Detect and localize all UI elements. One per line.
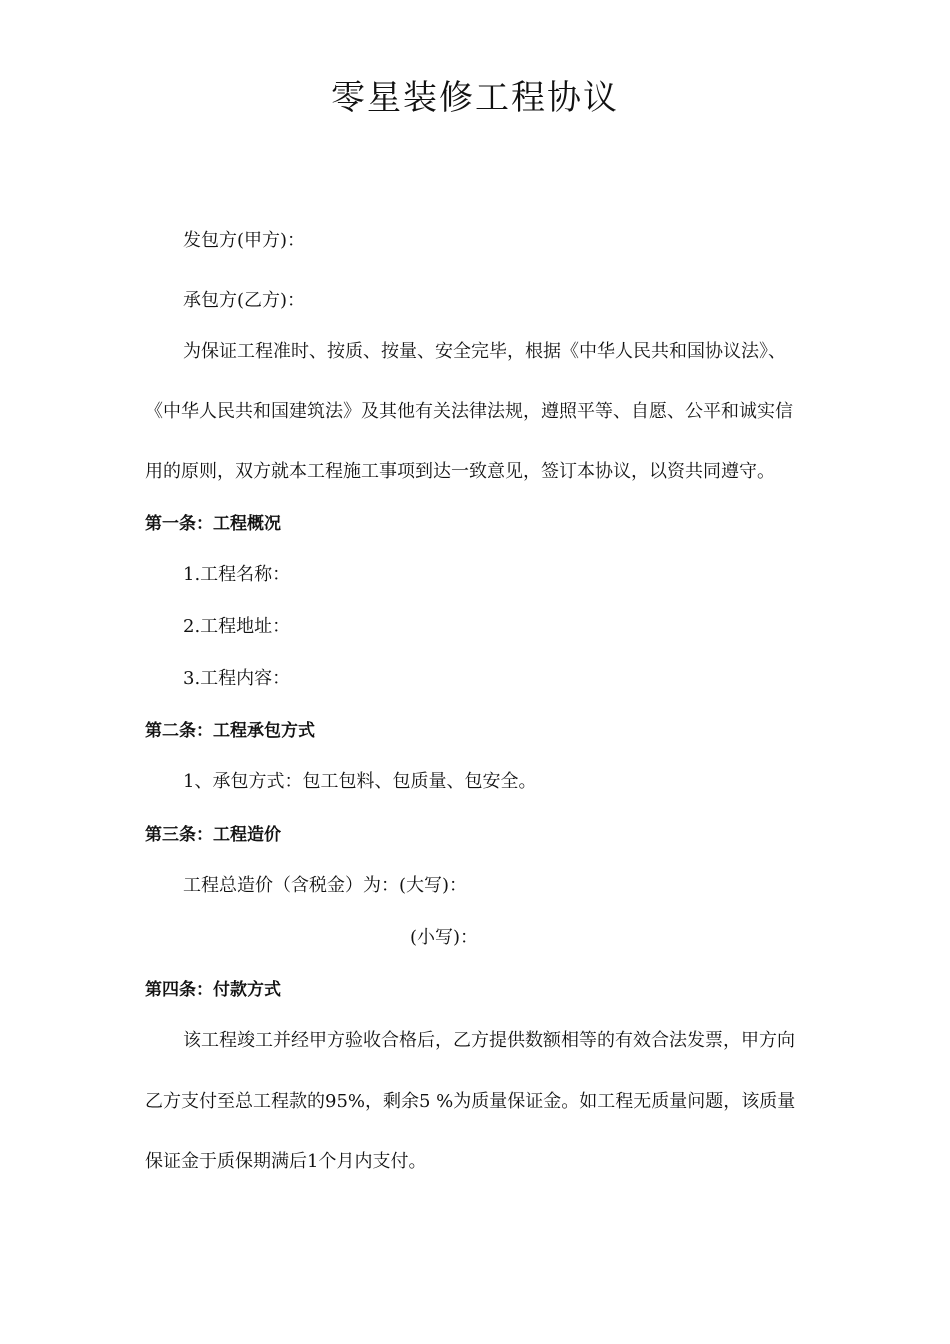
article1-item: 1.工程名称： [183, 564, 291, 585]
document-title: 零星装修工程协议 [331, 78, 619, 118]
preamble-line: 《中华人民共和国建筑法》及其他有关法律法规，遵照平等、自愿、公平和诚实信 [145, 401, 793, 422]
preamble-line: 为保证工程准时、按质、按量、安全完毕，根据《中华人民共和国协议法》、 [183, 341, 786, 362]
article4-heading: 第四条：付款方式 [145, 980, 281, 1000]
article3-heading: 第三条：工程造价 [145, 825, 281, 845]
article1-item: 3.工程内容： [183, 668, 291, 689]
article4-line: 乙方支付至总工程款的95%，剩余5 %为质量保证金。如工程无质量问题，该质量 [145, 1091, 796, 1112]
price-upper-label: 工程总造价（含税金）为：(大写)： [183, 875, 468, 896]
article4-line: 保证金于质保期满后1个月内支付。 [145, 1151, 427, 1172]
party-b-label: 承包方(乙方)： [183, 290, 306, 311]
party-a-label: 发包方(甲方)： [183, 230, 306, 251]
price-lower-label: (小写)： [410, 927, 479, 948]
article2-item: 1、承包方式：包工包料、包质量、包安全。 [183, 771, 537, 792]
article1-item: 2.工程地址： [183, 616, 291, 637]
article4-line: 该工程竣工并经甲方验收合格后，乙方提供数额相等的有效合法发票，甲方向 [183, 1030, 795, 1051]
article2-heading: 第二条：工程承包方式 [145, 721, 315, 741]
preamble-line: 用的原则，双方就本工程施工事项到达一致意见，签订本协议，以资共同遵守。 [145, 461, 775, 482]
article1-heading: 第一条：工程概况 [145, 514, 281, 534]
